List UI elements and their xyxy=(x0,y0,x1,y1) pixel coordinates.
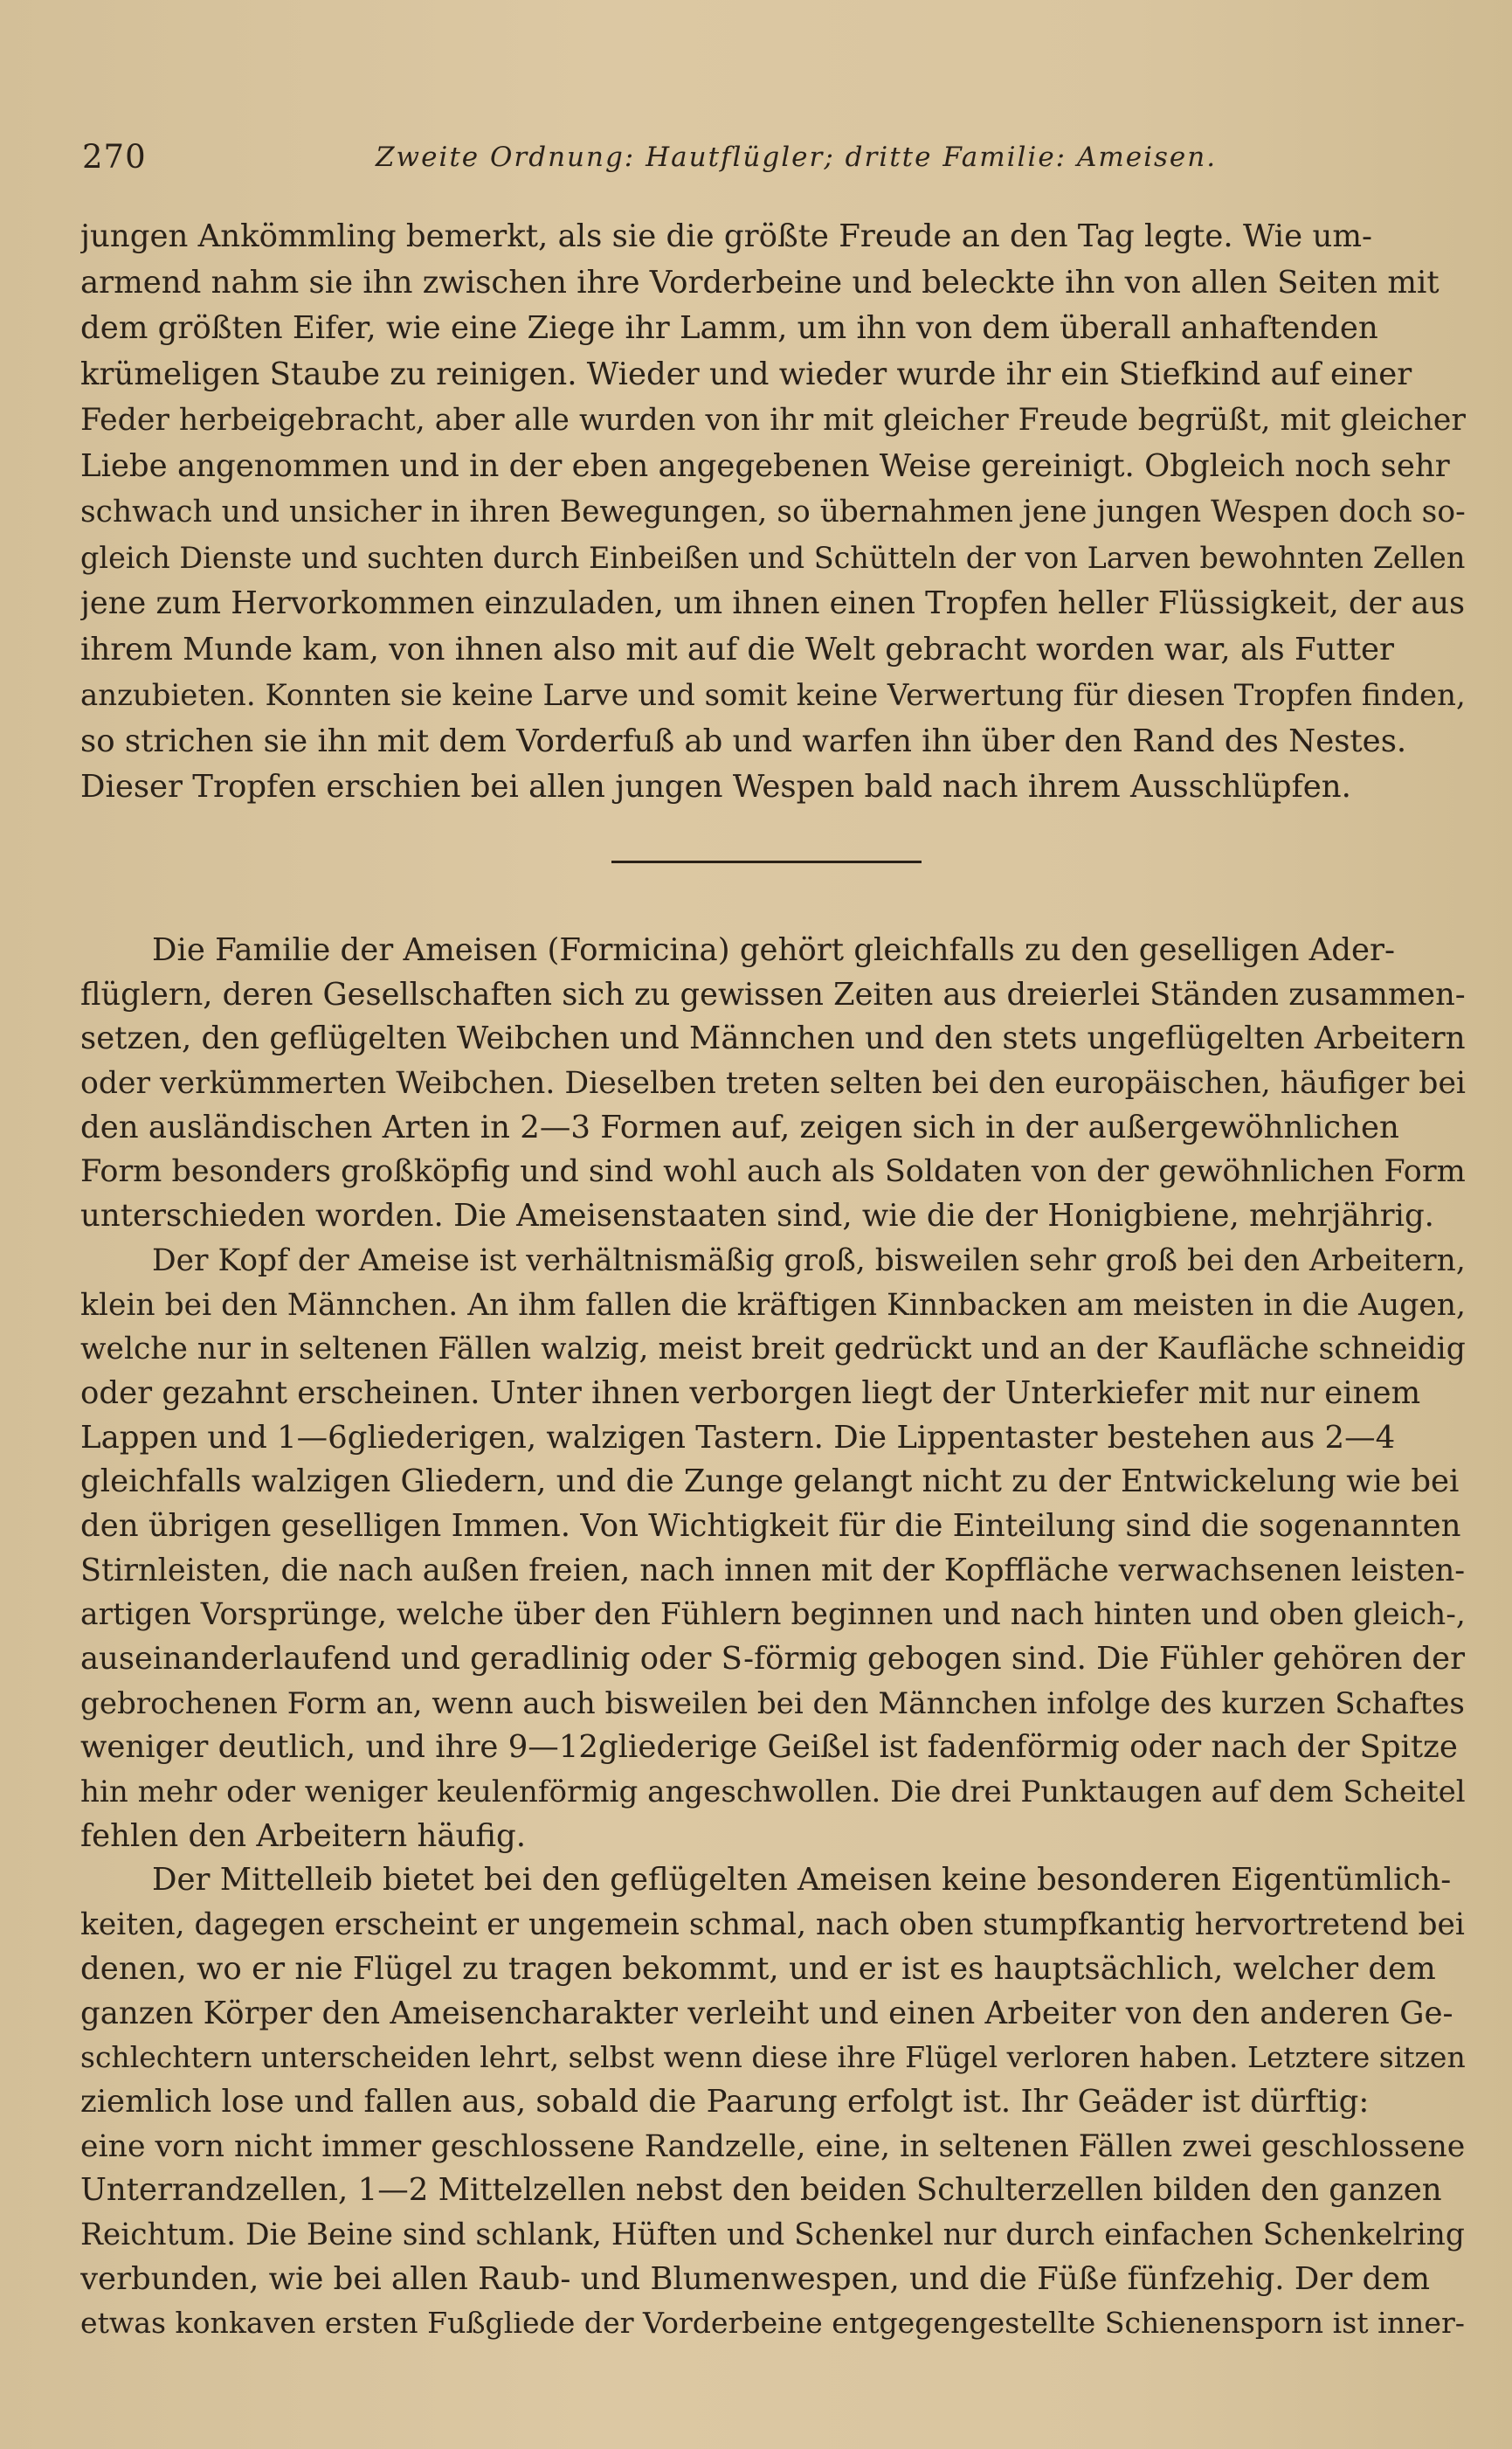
text-line: ziemlich lose und fallen aus, sobald die Paarung erfolgt ist. Ihr Geäder ist dürftig: xyxy=(80,2083,1370,2120)
text-line: den übrigen geselligen Immen. Von Wichtigkeit für die Einteilung sind die sogenannten xyxy=(80,1507,1461,1544)
text-line: Dieser Tropfen erschien bei allen jungen Wespen bald nach ihrem Ausschlüpfen. xyxy=(80,769,1351,805)
text-line: Der Mittelleib bietet bei den geflügelten Ameisen keine besonderen Eigentümlich- xyxy=(152,1862,1452,1899)
text-line: gebrochenen Form an, wenn auch bisweilen bei den Männchen infolge des kurzen Schaftes xyxy=(80,1685,1465,1721)
text-line: weniger deutlich, und ihre 9—12gliederige Geißel ist fadenförmig oder nach der Spitze xyxy=(80,1729,1458,1766)
text-line: krümeligen Staube zu reinigen. Wieder und wieder wurde ihr ein Stiefkind auf einer xyxy=(80,356,1412,392)
text-line: Feder herbeigebracht, aber alle wurden von ihr mit gleicher Freude begrüßt, mit gleicher xyxy=(80,403,1466,438)
text-line: gleich Dienste und suchten durch Einbeißen und Schütteln der von Larven bewohnten Zellen xyxy=(80,540,1466,575)
text-line: schwach und unsicher in ihren Bewegungen, so übernahmen jene jungen Wespen doch so- xyxy=(80,495,1466,529)
text-line: Liebe angenommen und in der eben angegebenen Weise gereinigt. Obgleich noch sehr xyxy=(80,447,1450,484)
text-line: Lappen und 1—6gliederigen, walzigen Tastern. Die Lippentaster bestehen aus 2—4 xyxy=(80,1419,1396,1456)
text-line: gleichfalls walzigen Gliedern, und die Zunge gelangt nicht zu der Entwickelung wie bei xyxy=(80,1463,1460,1500)
text-line: keiten, dagegen erscheint er ungemein schmal, nach oben stumpfkantig hervortretend bei xyxy=(80,1907,1465,1943)
text-line: auseinanderlaufend und geradlinig oder S-förmig gebogen sind. Die Fühler gehören der xyxy=(80,1641,1465,1677)
text-line: ihrem Munde kam, von ihnen also mit auf die Welt gebracht worden war, als Futter xyxy=(80,631,1394,668)
text-line: artigen Vorsprünge, welche über den Fühlern beginnen und nach hinten und oben gleich-, xyxy=(80,1597,1466,1633)
text-line: ganzen Körper den Ameisencharakter verleiht und einen Arbeiter von den anderen Ge- xyxy=(80,1995,1453,2031)
text-line: klein bei den Männchen. An ihm fallen die kräftigen Kinnbacken am meisten in die Augen, xyxy=(80,1287,1466,1323)
text-line: armend nahm sie ihn zwischen ihre Vorderbeine und beleckte ihn von allen Seiten mit xyxy=(80,264,1440,301)
text-line: so strichen sie ihn mit dem Vorderfuß ab und warfen ihn über den Rand des Nestes. xyxy=(80,723,1407,759)
text-line: unterschieden worden. Die Ameisenstaaten sind, wie die der Honigbiene, mehrjährig. xyxy=(80,1198,1434,1235)
text-line: jene zum Hervorkommen einzuladen, um ihnen einen Tropfen heller Flüssigkeit, der aus xyxy=(80,585,1466,621)
text-line: Reichtum. Die Beine sind schlank, Hüften und Schenkel nur durch einfachen Schenkelring xyxy=(80,2217,1465,2252)
paragraph-wasps-continuation xyxy=(80,215,1466,812)
running-head: Zweite Ordnung: Hautflügler; dritte Familie: Ameisen. xyxy=(376,142,1218,173)
text-line: oder verkümmerten Weibchen. Dieselben treten selten bei den europäischen, häufiger bei xyxy=(80,1066,1466,1102)
section-divider xyxy=(611,861,922,863)
page-header xyxy=(82,138,1445,182)
text-line: schlechtern unterscheiden lehrt, selbst wenn diese ihre Flügel verloren haben. Letztere sitzen xyxy=(80,2040,1466,2075)
text-line: jungen Ankömmling bemerkt, als sie die größte Freude an den Tag legte. Wie um- xyxy=(80,218,1372,254)
text-line: denen, wo er nie Flügel zu tragen bekommt, und er ist es hauptsächlich, welcher dem xyxy=(80,1950,1436,1987)
text-line: Der Kopf der Ameise ist verhältnismäßig groß, bisweilen sehr groß bei den Arbeitern, xyxy=(152,1242,1466,1278)
text-line: Unterrandzellen, 1—2 Mittelzellen nebst den beiden Schulterzellen bilden den ganzen xyxy=(80,2172,1442,2209)
text-line: fehlen den Arbeitern häufig. xyxy=(80,1817,527,1854)
text-line: flüglern, deren Gesellschaften sich zu gewissen Zeiten aus dreierlei Ständen zusammen- xyxy=(80,976,1466,1013)
text-line: Stirnleisten, die nach außen freien, nach innen mit der Kopffläche verwachsenen leisten- xyxy=(80,1552,1466,1588)
text-line: verbunden, wie bei allen Raub- und Blumenwespen, und die Füße fünfzehig. Der dem xyxy=(80,2260,1430,2297)
text-line: welche nur in seltenen Fällen walzig, meist breit gedrückt und an der Kaufläche schneidig xyxy=(80,1332,1466,1367)
text-line: etwas konkaven ersten Fußgliede der Vorderbeine entgegengestellte Schienensporn ist inner- xyxy=(80,2306,1466,2341)
text-line: den ausländischen Arten in 2—3 Formen auf, zeigen sich in der außergewöhnlichen xyxy=(80,1109,1399,1145)
text-line: dem größten Eifer, wie eine Ziege ihr Lamm, um ihn von dem überall anhaftenden xyxy=(80,310,1378,346)
text-line: oder gezahnt erscheinen. Unter ihnen verborgen liegt der Unterkiefer mit nur einem xyxy=(80,1374,1421,1411)
text-line: hin mehr oder weniger keulenförmig angeschwollen. Die drei Punktaugen auf dem Scheitel xyxy=(80,1774,1466,1810)
text-line: setzen, den geflügelten Weibchen und Männchen und den stets ungeflügelten Arbeitern xyxy=(80,1020,1466,1057)
text-line: Die Familie der Ameisen (Formicina) gehört gleichfalls zu den geselligen Ader- xyxy=(152,932,1395,968)
page-number: 270 xyxy=(82,138,147,176)
text-line: eine vorn nicht immer geschlossene Randzelle, eine, in seltenen Fällen zwei geschlossene xyxy=(80,2128,1466,2164)
section-ants xyxy=(80,929,1466,2346)
text-line: anzubieten. Konnten sie keine Larve und somit keine Verwertung für diesen Tropfen finden, xyxy=(80,678,1466,712)
text-line: Form besonders großköpfig und sind wohl auch als Soldaten von der gewöhnlichen Form xyxy=(80,1154,1466,1190)
